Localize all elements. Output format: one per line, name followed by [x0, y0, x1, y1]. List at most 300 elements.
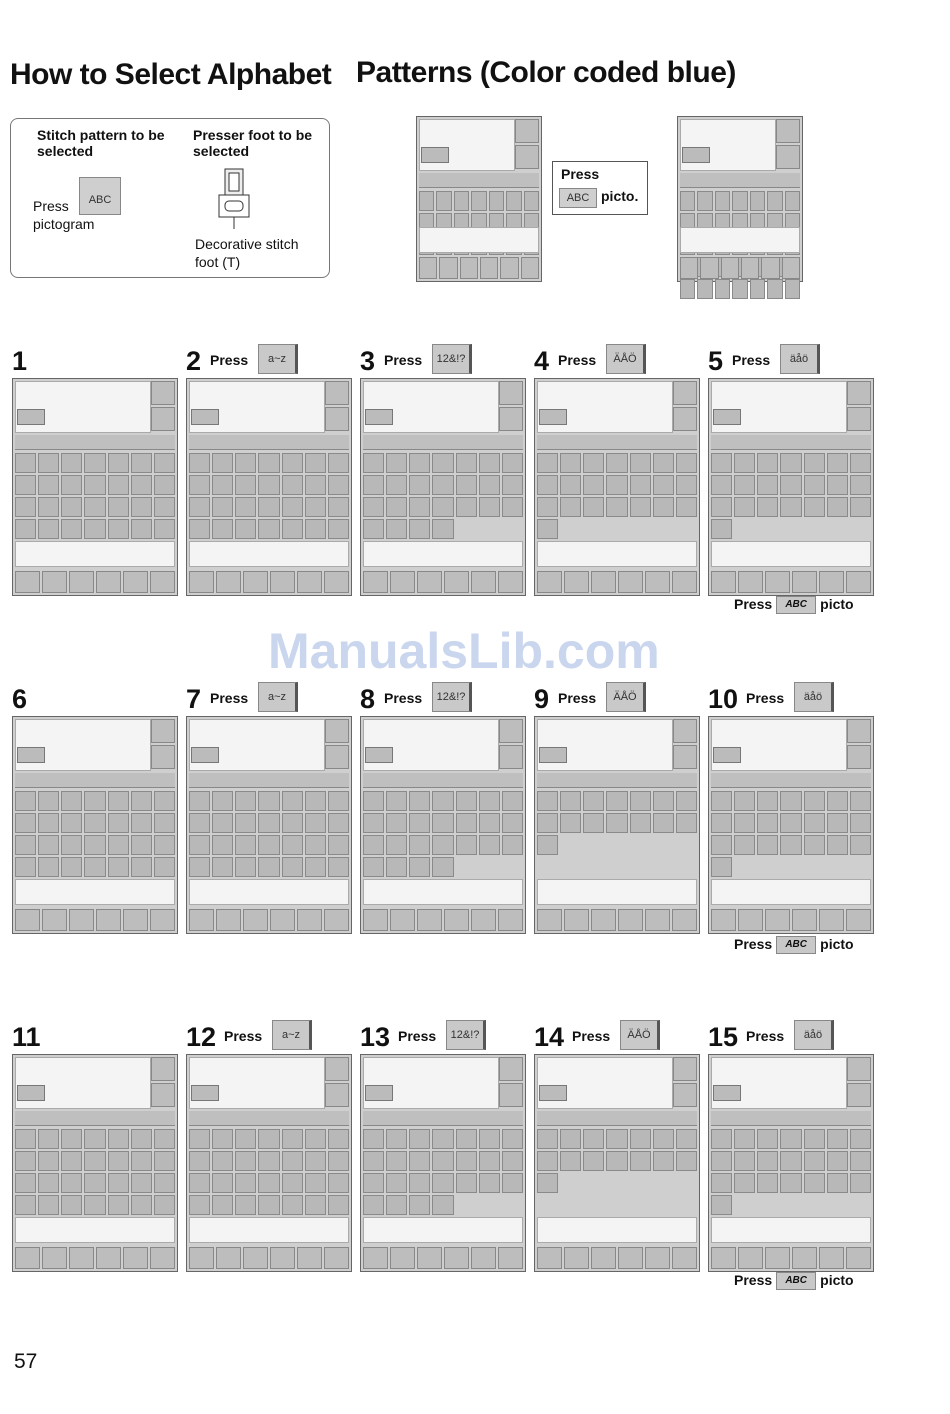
- stitch-cell: [328, 791, 349, 811]
- stitch-cell: [61, 791, 82, 811]
- stitch-cell: [212, 1129, 233, 1149]
- stitch-cell: [154, 497, 175, 517]
- stitch-cell: [711, 519, 732, 539]
- screen-preview-area: [363, 719, 499, 771]
- toolbar-button: [645, 1247, 670, 1269]
- screen-tabs: [363, 1111, 523, 1126]
- stitch-cell: [282, 1195, 303, 1215]
- stitch-cell: [154, 813, 175, 833]
- step-category-button: 12&!?: [432, 344, 472, 374]
- side-button: [847, 1083, 871, 1107]
- screen-preview-area: [363, 381, 499, 433]
- stitch-cell: [61, 1129, 82, 1149]
- toolbar-button: [297, 1247, 322, 1269]
- stitch-cell: [38, 1151, 59, 1171]
- stitch-cell: [328, 453, 349, 473]
- stitch-cell: [305, 497, 326, 517]
- toolbar-button: [537, 571, 562, 593]
- step-press-label: Press: [398, 1028, 437, 1044]
- stitch-cell: [757, 791, 778, 811]
- stitch-cell: [282, 497, 303, 517]
- step-category-button: a~z: [258, 682, 298, 712]
- screen-toolbar: [363, 909, 523, 931]
- stitch-cell: [757, 835, 778, 855]
- toolbar-button: [15, 1247, 40, 1269]
- screen-tabs: [680, 173, 800, 188]
- stitch-grid: [15, 453, 175, 539]
- stitch-cell: [757, 1173, 778, 1193]
- stitch-cell: [850, 453, 871, 473]
- toolbar-button: [480, 257, 498, 279]
- stitch-cell: [15, 497, 36, 517]
- step-number: 3: [360, 346, 376, 376]
- step-screen: [360, 378, 526, 596]
- side-button: [151, 381, 175, 405]
- stitch-cell: [154, 519, 175, 539]
- stitch-cell: [676, 1151, 697, 1171]
- step-screen: [534, 378, 700, 596]
- screen-toolbar: [189, 1247, 349, 1269]
- toolbar-button: [417, 909, 442, 931]
- screen-tabs: [15, 1111, 175, 1126]
- step-screen: [708, 1054, 874, 1272]
- toolbar-button: [618, 909, 643, 931]
- stitch-cell: [258, 835, 279, 855]
- stitch-cell: [282, 519, 303, 539]
- stitch-cell: [804, 791, 825, 811]
- stitch-cell: [850, 497, 871, 517]
- stitch-cell: [711, 1129, 732, 1149]
- stitch-cell: [409, 1173, 430, 1193]
- screen-bottom-area: [711, 1217, 871, 1243]
- intro-screen-before: [416, 116, 542, 282]
- step-number: 12: [186, 1022, 217, 1052]
- screen-tabs: [189, 773, 349, 788]
- stitch-cell: [436, 191, 451, 211]
- stitch-cell: [479, 813, 500, 833]
- abc-picto-icon: ABC: [559, 188, 597, 208]
- stitch-cell: [479, 453, 500, 473]
- stitch-cell: [363, 1195, 384, 1215]
- side-button: [847, 381, 871, 405]
- stitch-cell: [711, 835, 732, 855]
- screen-bottom-area: [189, 879, 349, 905]
- toolbar-button: [243, 909, 268, 931]
- stitch-cell: [363, 791, 384, 811]
- presser-foot-icon: [215, 167, 253, 233]
- stitch-cell: [653, 813, 674, 833]
- side-button: [325, 407, 349, 431]
- toolbar-button: [498, 1247, 523, 1269]
- stitch-cell: [328, 835, 349, 855]
- screen-bottom-area: [537, 879, 697, 905]
- stitch-cell: [108, 519, 129, 539]
- stitch-cell: [189, 1195, 210, 1215]
- stitch-cell: [502, 791, 523, 811]
- step-screen: [534, 1054, 700, 1272]
- stitch-cell: [850, 835, 871, 855]
- stitch-cell: [630, 1129, 651, 1149]
- stitch-cell: [305, 519, 326, 539]
- toolbar-button: [270, 1247, 295, 1269]
- stitch-cell: [15, 791, 36, 811]
- step-press-label: Press: [384, 690, 423, 706]
- stitch-cell: [560, 1129, 581, 1149]
- toolbar-button: [324, 571, 349, 593]
- stitch-cell: [189, 519, 210, 539]
- stitch-cell: [479, 475, 500, 495]
- stitch-cell: [502, 1173, 523, 1193]
- stitch-cell: [456, 835, 477, 855]
- screen-bottom-area: [363, 541, 523, 567]
- stitch-cell: [84, 813, 105, 833]
- stitch-cell: [711, 453, 732, 473]
- stitch-cell: [757, 453, 778, 473]
- screen-tabs: [537, 435, 697, 450]
- stitch-cell: [305, 453, 326, 473]
- side-button: [673, 381, 697, 405]
- step-number: 11: [12, 1022, 41, 1052]
- stitch-cell: [757, 1129, 778, 1149]
- step-number: 1: [12, 346, 28, 376]
- stitch-cell: [282, 791, 303, 811]
- screen-toolbar: [711, 909, 871, 931]
- stitch-cell: [653, 475, 674, 495]
- side-button: [151, 719, 175, 743]
- stitch-cell: [328, 475, 349, 495]
- stitch-cell: [715, 191, 730, 211]
- stitch-cell: [630, 475, 651, 495]
- stitch-cell: [630, 497, 651, 517]
- stitch-cell: [711, 1173, 732, 1193]
- screen-bottom-area: [189, 541, 349, 567]
- stitch-cell: [108, 813, 129, 833]
- stitch-cell: [409, 519, 430, 539]
- toolbar-button: [765, 571, 790, 593]
- stitch-cell: [757, 475, 778, 495]
- toolbar-button: [672, 909, 697, 931]
- screen-preview-area: [680, 119, 776, 171]
- stitch-cell: [583, 1129, 604, 1149]
- toolbar-button: [42, 571, 67, 593]
- stitch-cell: [432, 1195, 453, 1215]
- step-number: 15: [708, 1022, 739, 1052]
- toolbar-button: [564, 571, 589, 593]
- side-button: [325, 719, 349, 743]
- press-label: Press: [734, 936, 773, 952]
- stitch-cell: [409, 453, 430, 473]
- stitch-cell: [606, 791, 627, 811]
- stitch-cell: [15, 1195, 36, 1215]
- stitch-cell: [471, 191, 486, 211]
- stitch-cell: [305, 835, 326, 855]
- press-label: Press: [734, 596, 773, 612]
- stitch-cell: [432, 1173, 453, 1193]
- stitch-cell: [386, 813, 407, 833]
- side-button: [673, 719, 697, 743]
- screen-toolbar: [15, 571, 175, 593]
- step-category-button: äåö: [794, 1020, 834, 1050]
- stitch-pattern-label: Stitch pattern to be selected: [37, 127, 165, 159]
- screen-toolbar: [363, 1247, 523, 1269]
- tk-icon: [191, 409, 219, 425]
- stitch-cell: [212, 475, 233, 495]
- stitch-cell: [560, 475, 581, 495]
- stitch-cell: [827, 453, 848, 473]
- toolbar-button: [150, 909, 175, 931]
- side-button: [847, 407, 871, 431]
- side-button: [151, 1083, 175, 1107]
- stitch-cell: [189, 475, 210, 495]
- screen-preview-area: [189, 381, 325, 433]
- side-button: [499, 1083, 523, 1107]
- stitch-cell: [780, 497, 801, 517]
- screen-preview-area: [537, 381, 673, 433]
- stitch-cell: [734, 791, 755, 811]
- toolbar-button: [819, 571, 844, 593]
- toolbar-button: [711, 1247, 736, 1269]
- stitch-cell: [767, 279, 782, 299]
- toolbar-button: [96, 909, 121, 931]
- tk-icon: [17, 1085, 45, 1101]
- stitch-cell: [258, 1195, 279, 1215]
- stitch-cell: [258, 813, 279, 833]
- stitch-cell: [61, 1151, 82, 1171]
- tk-icon: [191, 747, 219, 763]
- stitch-cell: [827, 1129, 848, 1149]
- screen-bottom-area: [15, 1217, 175, 1243]
- stitch-cell: [108, 1195, 129, 1215]
- stitch-cell: [479, 1129, 500, 1149]
- toolbar-button: [69, 571, 94, 593]
- stitch-cell: [537, 475, 558, 495]
- toolbar-button: [189, 571, 214, 593]
- press-picto-note: [734, 596, 854, 614]
- stitch-cell: [502, 497, 523, 517]
- stitch-cell: [154, 791, 175, 811]
- stitch-cell: [108, 791, 129, 811]
- stitch-cell: [606, 497, 627, 517]
- toolbar-button: [417, 1247, 442, 1269]
- tk-icon: [17, 409, 45, 425]
- toolbar-button: [471, 1247, 496, 1269]
- stitch-cell: [235, 1173, 256, 1193]
- stitch-cell: [432, 497, 453, 517]
- stitch-cell: [258, 497, 279, 517]
- toolbar-button: [189, 909, 214, 931]
- step-number: 5: [708, 346, 724, 376]
- stitch-cell: [108, 1173, 129, 1193]
- toolbar-button: [819, 1247, 844, 1269]
- stitch-cell: [653, 453, 674, 473]
- stitch-cell: [84, 497, 105, 517]
- stitch-cell: [235, 791, 256, 811]
- toolbar-button: [123, 571, 148, 593]
- stitch-cell: [734, 497, 755, 517]
- stitch-cell: [606, 1151, 627, 1171]
- stitch-cell: [827, 1151, 848, 1171]
- stitch-cell: [154, 1151, 175, 1171]
- toolbar-button: [15, 909, 40, 931]
- stitch-grid: [15, 791, 175, 877]
- screen-toolbar: [15, 909, 175, 931]
- toolbar-button: [498, 909, 523, 931]
- screen-bottom-area: [711, 541, 871, 567]
- side-button: [499, 745, 523, 769]
- stitch-cell: [305, 475, 326, 495]
- screen-bottom-area: [711, 879, 871, 905]
- stitch-cell: [189, 791, 210, 811]
- stitch-grid: [189, 1129, 349, 1215]
- toolbar-button: [439, 257, 457, 279]
- stitch-cell: [711, 475, 732, 495]
- toolbar-button: [521, 257, 539, 279]
- stitch-cell: [189, 1173, 210, 1193]
- stitch-cell: [456, 791, 477, 811]
- stitch-cell: [676, 791, 697, 811]
- stitch-cell: [432, 835, 453, 855]
- stitch-cell: [305, 791, 326, 811]
- stitch-cell: [235, 857, 256, 877]
- screen-tabs: [189, 435, 349, 450]
- toolbar-button: [15, 571, 40, 593]
- stitch-cell: [750, 279, 765, 299]
- stitch-cell: [386, 519, 407, 539]
- toolbar-button: [324, 909, 349, 931]
- stitch-cell: [258, 791, 279, 811]
- abc-picto-icon: ABC: [776, 936, 816, 954]
- toolbar-button: [792, 909, 817, 931]
- step-number: 6: [12, 684, 28, 714]
- stitch-cell: [850, 813, 871, 833]
- stitch-grid: [711, 453, 871, 539]
- toolbar-button: [297, 571, 322, 593]
- step-category-button: 12&!?: [432, 682, 472, 712]
- tk-icon: [365, 409, 393, 425]
- stitch-cell: [583, 813, 604, 833]
- stitch-cell: [282, 857, 303, 877]
- stitch-cell: [258, 1129, 279, 1149]
- toolbar-button: [270, 571, 295, 593]
- screen-bottom-area: [15, 879, 175, 905]
- tk-icon: [539, 747, 567, 763]
- stitch-cell: [757, 1151, 778, 1171]
- screen-bottom-area: [419, 227, 539, 253]
- toolbar-button: [792, 1247, 817, 1269]
- stitch-cell: [84, 1195, 105, 1215]
- stitch-cell: [38, 791, 59, 811]
- toolbar-button: [498, 571, 523, 593]
- side-button: [847, 719, 871, 743]
- press-text: Press: [33, 198, 69, 214]
- step-category-button: ÄÅÖ: [606, 344, 646, 374]
- stitch-cell: [680, 279, 695, 299]
- toolbar-button: [738, 571, 763, 593]
- watermark: ManualsLib.com: [268, 623, 660, 679]
- stitch-cell: [630, 813, 651, 833]
- toolbar-button: [363, 571, 388, 593]
- stitch-cell: [780, 1129, 801, 1149]
- stitch-cell: [84, 519, 105, 539]
- toolbar-button: [96, 1247, 121, 1269]
- tk-icon: [539, 409, 567, 425]
- tk-icon: [17, 747, 45, 763]
- stitch-cell: [827, 791, 848, 811]
- toolbar-button: [618, 1247, 643, 1269]
- stitch-cell: [502, 1129, 523, 1149]
- stitch-cell: [827, 835, 848, 855]
- stitch-cell: [212, 497, 233, 517]
- screen-tabs: [711, 773, 871, 788]
- stitch-cell: [653, 497, 674, 517]
- stitch-cell: [456, 475, 477, 495]
- stitch-cell: [432, 791, 453, 811]
- toolbar-button: [69, 909, 94, 931]
- stitch-cell: [432, 519, 453, 539]
- side-button: [847, 1057, 871, 1081]
- toolbar-button: [846, 1247, 871, 1269]
- stitch-cell: [328, 1151, 349, 1171]
- step-number: 10: [708, 684, 739, 714]
- step-screen: [360, 716, 526, 934]
- stitch-cell: [537, 813, 558, 833]
- stitch-cell: [363, 475, 384, 495]
- stitch-cell: [785, 279, 800, 299]
- step-screen: [12, 716, 178, 934]
- stitch-cell: [328, 813, 349, 833]
- toolbar-button: [765, 1247, 790, 1269]
- stitch-cell: [780, 475, 801, 495]
- stitch-cell: [363, 519, 384, 539]
- press-picto-note: [734, 936, 854, 954]
- stitch-cell: [282, 1129, 303, 1149]
- side-button: [151, 745, 175, 769]
- side-button: [151, 1057, 175, 1081]
- stitch-cell: [61, 813, 82, 833]
- screen-toolbar: [537, 909, 697, 931]
- step-category-button: ÄÅÖ: [606, 682, 646, 712]
- stitch-cell: [212, 857, 233, 877]
- stitch-cell: [780, 453, 801, 473]
- toolbar-button: [537, 909, 562, 931]
- stitch-cell: [258, 453, 279, 473]
- stitch-cell: [212, 813, 233, 833]
- screen-tabs: [363, 435, 523, 450]
- stitch-grid: [363, 1129, 523, 1215]
- stitch-cell: [15, 835, 36, 855]
- page-subtitle: Patterns (Color coded blue): [356, 56, 736, 89]
- stitch-cell: [131, 475, 152, 495]
- stitch-cell: [827, 1173, 848, 1193]
- toolbar-button: [243, 1247, 268, 1269]
- step-category-button: a~z: [272, 1020, 312, 1050]
- step-screen: [708, 378, 874, 596]
- stitch-grid: [537, 791, 697, 855]
- stitch-cell: [363, 453, 384, 473]
- stitch-cell: [38, 857, 59, 877]
- info-box: [10, 118, 330, 278]
- stitch-cell: [711, 813, 732, 833]
- toolbar-button: [591, 571, 616, 593]
- screen-bottom-area: [537, 1217, 697, 1243]
- stitch-cell: [432, 453, 453, 473]
- tk-icon: [713, 409, 741, 425]
- step-category-button: 12&!?: [446, 1020, 486, 1050]
- step-press-label: Press: [746, 690, 785, 706]
- toolbar-button: [390, 571, 415, 593]
- stitch-grid: [711, 791, 871, 877]
- screen-toolbar: [419, 257, 539, 279]
